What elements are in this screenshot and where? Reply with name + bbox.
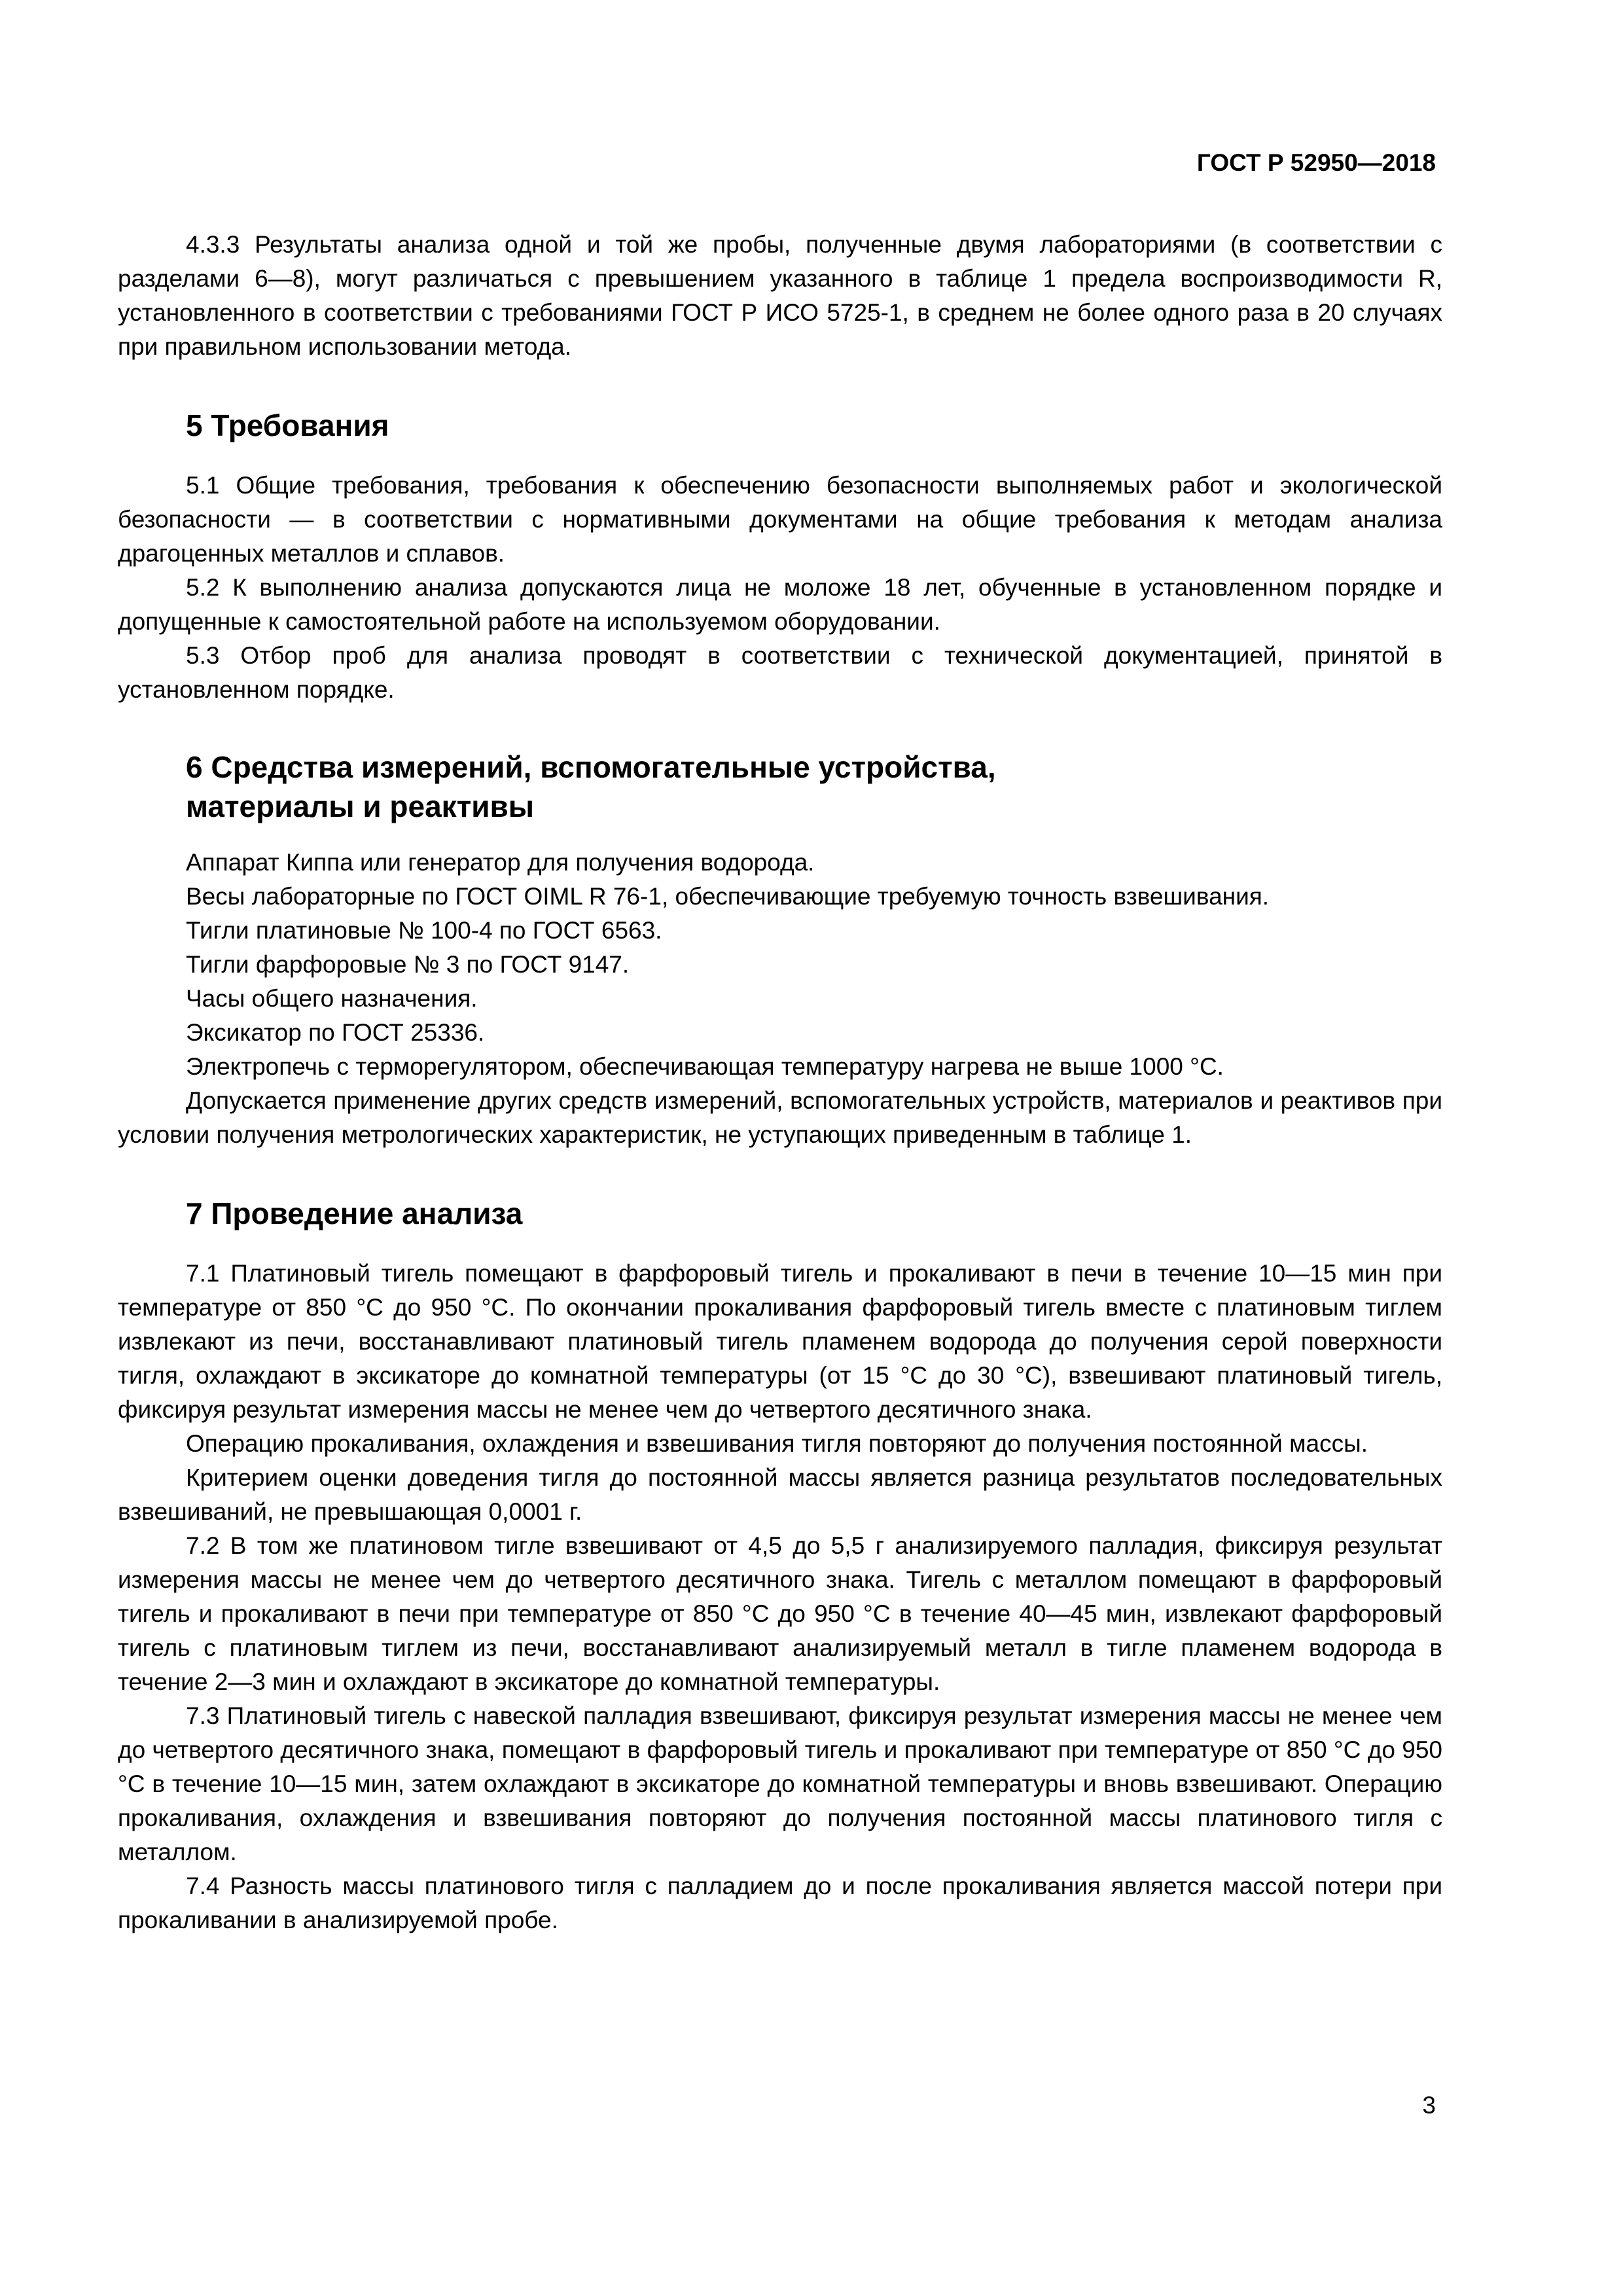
paragraph-7-1-repeat: Операцию прокаливания, охлаждения и взвешивания тигля повторяют до получения постоянной массы. (186, 1430, 1368, 1457)
paragraph-7-3: 7.3 Платиновый тигель с навеской палладия взвешивают, фиксируя результат измерения массы не менее чем до четвертого десятичного знака, помещают в фарфоровый тигель и прокаливают при температуре от 850 °С до 950 °С в течение 10—15 мин, затем охлаждают в эксикаторе до комнатной температуры и вновь взвешивают. Операцию прокаливания, охлаждения и взвешивания повторяют до получения постоянной массы платинового тигля с металлом. (118, 1702, 1442, 1865)
equipment-item: Тигли платиновые № 100-4 по ГОСТ 6563. (186, 917, 662, 944)
document-code: ГОСТ Р 52950—2018 (1196, 149, 1436, 176)
equipment-item: Аппарат Киппа или генератор для получения водорода. (186, 849, 815, 876)
paragraph-7-2: 7.2 В том же платиновом тигле взвешивают от 4,5 до 5,5 г анализируемого палладия, фиксируя результат измерения массы не менее чем до четвертого десятичного знака. Тигель с металлом помещают в фарфоровый тигель и прокаливают в печи при температуре от 850 °С до 950 °С в течение 40—45 мин, извлекают фарфоровый тигель с платиновым тиглем из печи, восстанавливают анализируемый металл в тигле пламенем водорода в течение 2—3 мин и охлаждают в эксикаторе до комнатной температуры. (118, 1532, 1442, 1695)
equipment-item: Часы общего назначения. (186, 985, 478, 1012)
equipment-item: Весы лабораторные по ГОСТ OIML R 76-1, обеспечивающие требуемую точность взвешивания. (186, 883, 1270, 910)
equipment-item: Тигли фарфоровые № 3 по ГОСТ 9147. (186, 951, 630, 978)
paragraph-7-4: 7.4 Разность массы платинового тигля с палладием до и после прокаливания является массой потери при прокаливании в анализируемой пробе. (118, 1873, 1442, 1933)
section-5-heading: 5 Требования (186, 408, 389, 442)
document-body (118, 228, 1442, 1937)
page-number: 3 (1422, 2092, 1436, 2119)
section-6-heading-line-2: материалы и реактивы (186, 789, 535, 823)
paragraph-5-2: 5.2 К выполнению анализа допускаются лица не моложе 18 лет, обученные в установленном порядке и допущенные к самостоятельной работе на используемом оборудовании. (118, 574, 1442, 635)
section-6-heading (118, 747, 1442, 826)
paragraph-5-1: 5.1 Общие требования, требования к обеспечению безопасности выполняемых работ и экологической безопасности — в соответствии с нормативными документами на общие требования к методам анализа драгоценных металлов и сплавов. (118, 472, 1442, 567)
paragraph-4-3-3: 4.3.3 Результаты анализа одной и той же пробы, полученные двумя лабораториями (в соответствии с разделами 6—8), могут различаться с превышением указанного в таблице 1 предела воспроизводимости R, установленного в соответствии с требованиями ГОСТ Р ИСО 5725-1, в среднем не более одного раза в 20 случаях при правильном использовании метода. (118, 231, 1442, 360)
section-7-heading: 7 Проведение анализа (186, 1196, 523, 1230)
section-6-heading-line-1: 6 Средства измерений, вспомогательные устройства, (186, 750, 996, 784)
paragraph-alternatives: Допускается применение других средств измерений, вспомогательных устройств, материалов и реактивов при условии получения метрологических характеристик, не уступающих приведенным в таблице 1. (118, 1087, 1442, 1148)
paragraph-5-3: 5.3 Отбор проб для анализа проводят в соответствии с технической документацией, принятой в установленном порядке. (118, 642, 1442, 703)
equipment-item: Эксикатор по ГОСТ 25336. (186, 1019, 485, 1046)
equipment-item: Электропечь с терморегулятором, обеспечивающая температуру нагрева не выше 1000 °С. (186, 1053, 1224, 1080)
paragraph-7-1: 7.1 Платиновый тигель помещают в фарфоровый тигель и прокаливают в печи в течение 10—15 мин при температуре от 850 °С до 950 °С. По окончании прокаливания фарфоровый тигель вместе с платиновым тиглем извлекают из печи, восстанавливают платиновый тигель пламенем водорода до получения серой поверхности тигля, охлаждают в эксикаторе до комнатной температуры (от 15 °С до 30 °С), взвешивают платиновый тигель, фиксируя результат измерения массы не менее чем до четвертого десятичного знака. (118, 1260, 1442, 1423)
paragraph-7-1-criterion: Критерием оценки доведения тигля до постоянной массы является разница результатов последовательных взвешиваний, не превышающая 0,0001 г. (118, 1464, 1442, 1525)
